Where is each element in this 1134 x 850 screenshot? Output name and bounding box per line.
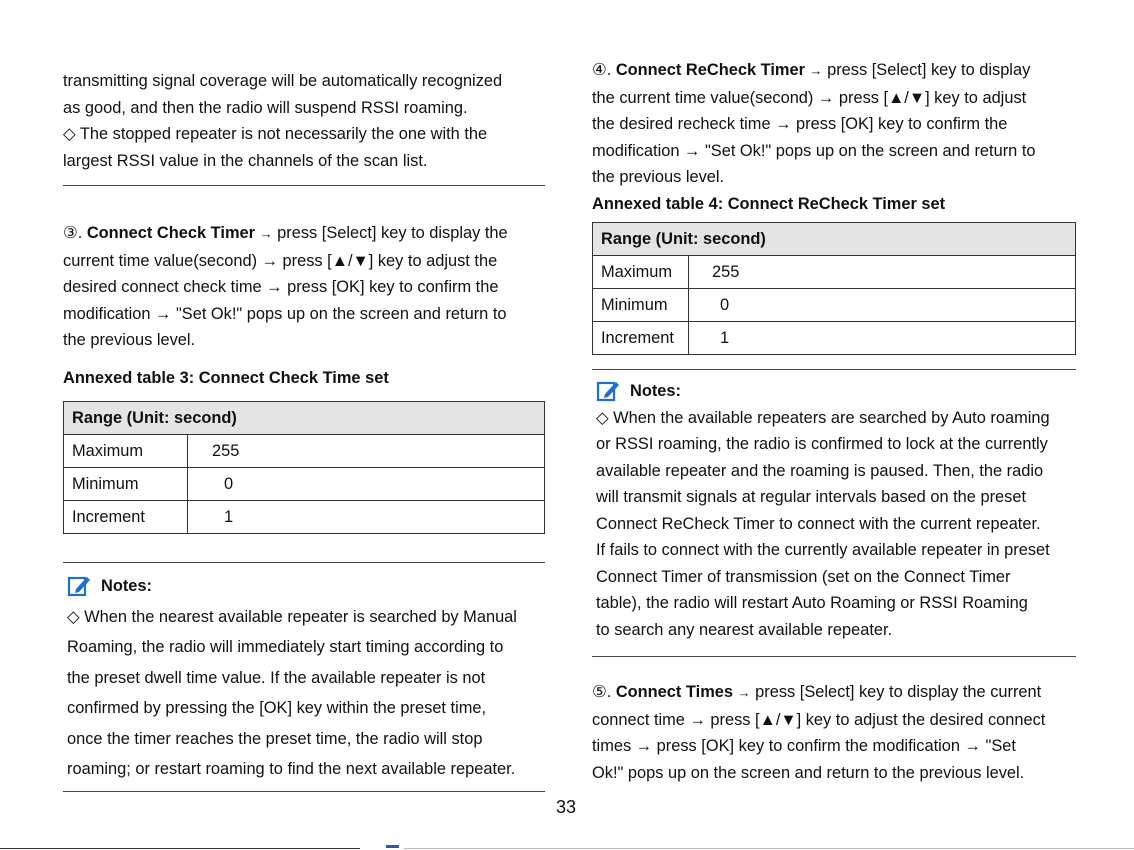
section-number: ④. xyxy=(592,61,612,79)
table-caption: Annexed table 3: Connect Check Time set xyxy=(63,368,389,387)
text-line: the preset dwell time value. If the available repeater is not xyxy=(67,668,486,687)
divider xyxy=(63,791,545,792)
text-line xyxy=(592,57,1076,85)
section-title: Connect ReCheck Timer xyxy=(615,61,805,79)
row-value: 1 xyxy=(188,501,545,534)
text-line: If fails to connect with the currently available repeater in preset xyxy=(596,541,1050,559)
table-row xyxy=(64,501,545,534)
table-caption: Annexed table 4: Connect ReCheck Timer set xyxy=(592,194,946,213)
bottom-border xyxy=(404,848,1134,849)
text-line: available repeater and the roaming is paused. Then, the radio xyxy=(596,461,1044,480)
text-line: modification → "Set Ok!" pops up on the screen and return to xyxy=(592,141,1036,160)
text-line: the previous level. xyxy=(592,168,725,186)
text-line: Roaming, the radio will immediately start timing according to xyxy=(67,638,504,656)
section-title: Connect Check Timer xyxy=(86,224,256,242)
table-header-row xyxy=(593,223,1076,256)
section-text: press [Select] key to display the xyxy=(277,224,508,242)
text-line: desired connect check time → press [OK] key to confirm the xyxy=(63,278,499,296)
section-number: ③. xyxy=(63,224,83,242)
arrow-icon: → xyxy=(259,226,273,241)
text-line xyxy=(63,220,545,248)
table-header-row xyxy=(64,402,545,435)
section-text: press [Select] key to display xyxy=(827,61,1031,79)
table-row xyxy=(64,435,545,468)
text-line: confirmed by pressing the [OK] key within the preset time, xyxy=(67,699,487,717)
row-value: 1 xyxy=(689,322,1076,355)
bottom-marker xyxy=(386,845,399,848)
text-line: connect time → press [▲/▼] key to adjust the desired connect xyxy=(592,710,1046,729)
right-column xyxy=(592,57,1076,786)
text-line xyxy=(592,679,1076,707)
text-line: or RSSI roaming, the radio is confirmed to lock at the currently xyxy=(596,435,1048,453)
row-value: 255 xyxy=(689,256,1076,289)
section-connect-recheck-timer xyxy=(592,57,1076,191)
row-value: 255 xyxy=(188,435,545,468)
text-line: largest RSSI value in the channels of the scan list. xyxy=(63,151,428,170)
text-line: as good, and then the radio will suspend RSSI roaming. xyxy=(63,98,468,117)
text-line: times → press [OK] key to confirm the modification → "Set xyxy=(592,737,1016,755)
table-row xyxy=(64,468,545,501)
table-row xyxy=(593,289,1076,322)
text-line: roaming; or restart roaming to find the next available repeater. xyxy=(67,760,516,778)
text-line: Connect Timer of transmission (set on the Connect Timer xyxy=(596,567,1011,586)
row-label: Maximum xyxy=(593,256,689,289)
row-value: 0 xyxy=(188,468,545,501)
arrow-icon: → xyxy=(809,63,823,78)
edit-note-icon xyxy=(67,574,91,598)
section-connect-check-timer xyxy=(63,220,545,354)
notes-title: Notes: xyxy=(630,382,681,400)
section-title: Connect Times xyxy=(615,683,734,701)
section-text: press [Select] key to display the current xyxy=(755,683,1042,701)
text-line: transmitting signal coverage will be automatically recognized xyxy=(63,72,503,90)
text-line: the current time value(second) → press [▲/▼] key to adjust xyxy=(592,88,1027,107)
divider xyxy=(592,369,1076,370)
left-column xyxy=(63,68,545,792)
row-label: Increment xyxy=(593,322,689,355)
row-label: Increment xyxy=(64,501,188,534)
text-line: table), the radio will restart Auto Roaming or RSSI Roaming xyxy=(596,594,1028,612)
text-line: Ok!" pops up on the screen and return to the previous level. xyxy=(592,763,1025,782)
row-label: Minimum xyxy=(64,468,188,501)
range-table xyxy=(592,222,1076,355)
arrow-icon: → xyxy=(737,685,751,700)
divider xyxy=(63,562,545,563)
text-line: to search any nearest available repeater. xyxy=(596,620,893,639)
table-header: Range (Unit: second) xyxy=(593,223,1076,256)
intro-paragraph xyxy=(63,68,545,174)
text-line: ◇ When the available repeaters are searched by Auto roaming xyxy=(596,408,1050,427)
section-number: ⑤. xyxy=(592,683,612,701)
text-line: ◇ The stopped repeater is not necessarily the one with the xyxy=(63,125,488,143)
notes-header xyxy=(596,378,1076,405)
row-label: Maximum xyxy=(64,435,188,468)
divider xyxy=(63,185,545,186)
text-line: once the timer reaches the preset time, the radio will stop xyxy=(67,729,483,748)
section-connect-times xyxy=(592,679,1076,786)
range-table xyxy=(63,401,545,534)
text-line: the previous level. xyxy=(63,331,196,349)
row-value: 0 xyxy=(689,289,1076,322)
row-label: Minimum xyxy=(593,289,689,322)
page-number: 33 xyxy=(556,797,577,817)
text-line: ◇ When the nearest available repeater is searched by Manual xyxy=(67,607,517,626)
text-line: the desired recheck time → press [OK] key to confirm the xyxy=(592,115,1008,133)
text-line: modification → "Set Ok!" pops up on the screen and return to xyxy=(63,304,507,323)
bottom-border xyxy=(0,848,360,849)
divider xyxy=(592,656,1076,657)
table-header: Range (Unit: second) xyxy=(64,402,545,435)
notes-header xyxy=(67,571,545,602)
notes-block xyxy=(63,571,545,785)
text-line: will transmit signals at regular intervals based on the preset xyxy=(596,488,1027,506)
table-row xyxy=(593,322,1076,355)
notes-block xyxy=(592,378,1076,643)
notes-title: Notes: xyxy=(101,577,152,595)
table-row xyxy=(593,256,1076,289)
edit-note-icon xyxy=(596,379,620,403)
text-line: Connect ReCheck Timer to connect with the current repeater. xyxy=(596,514,1041,533)
text-line: current time value(second) → press [▲/▼] key to adjust the xyxy=(63,251,498,270)
